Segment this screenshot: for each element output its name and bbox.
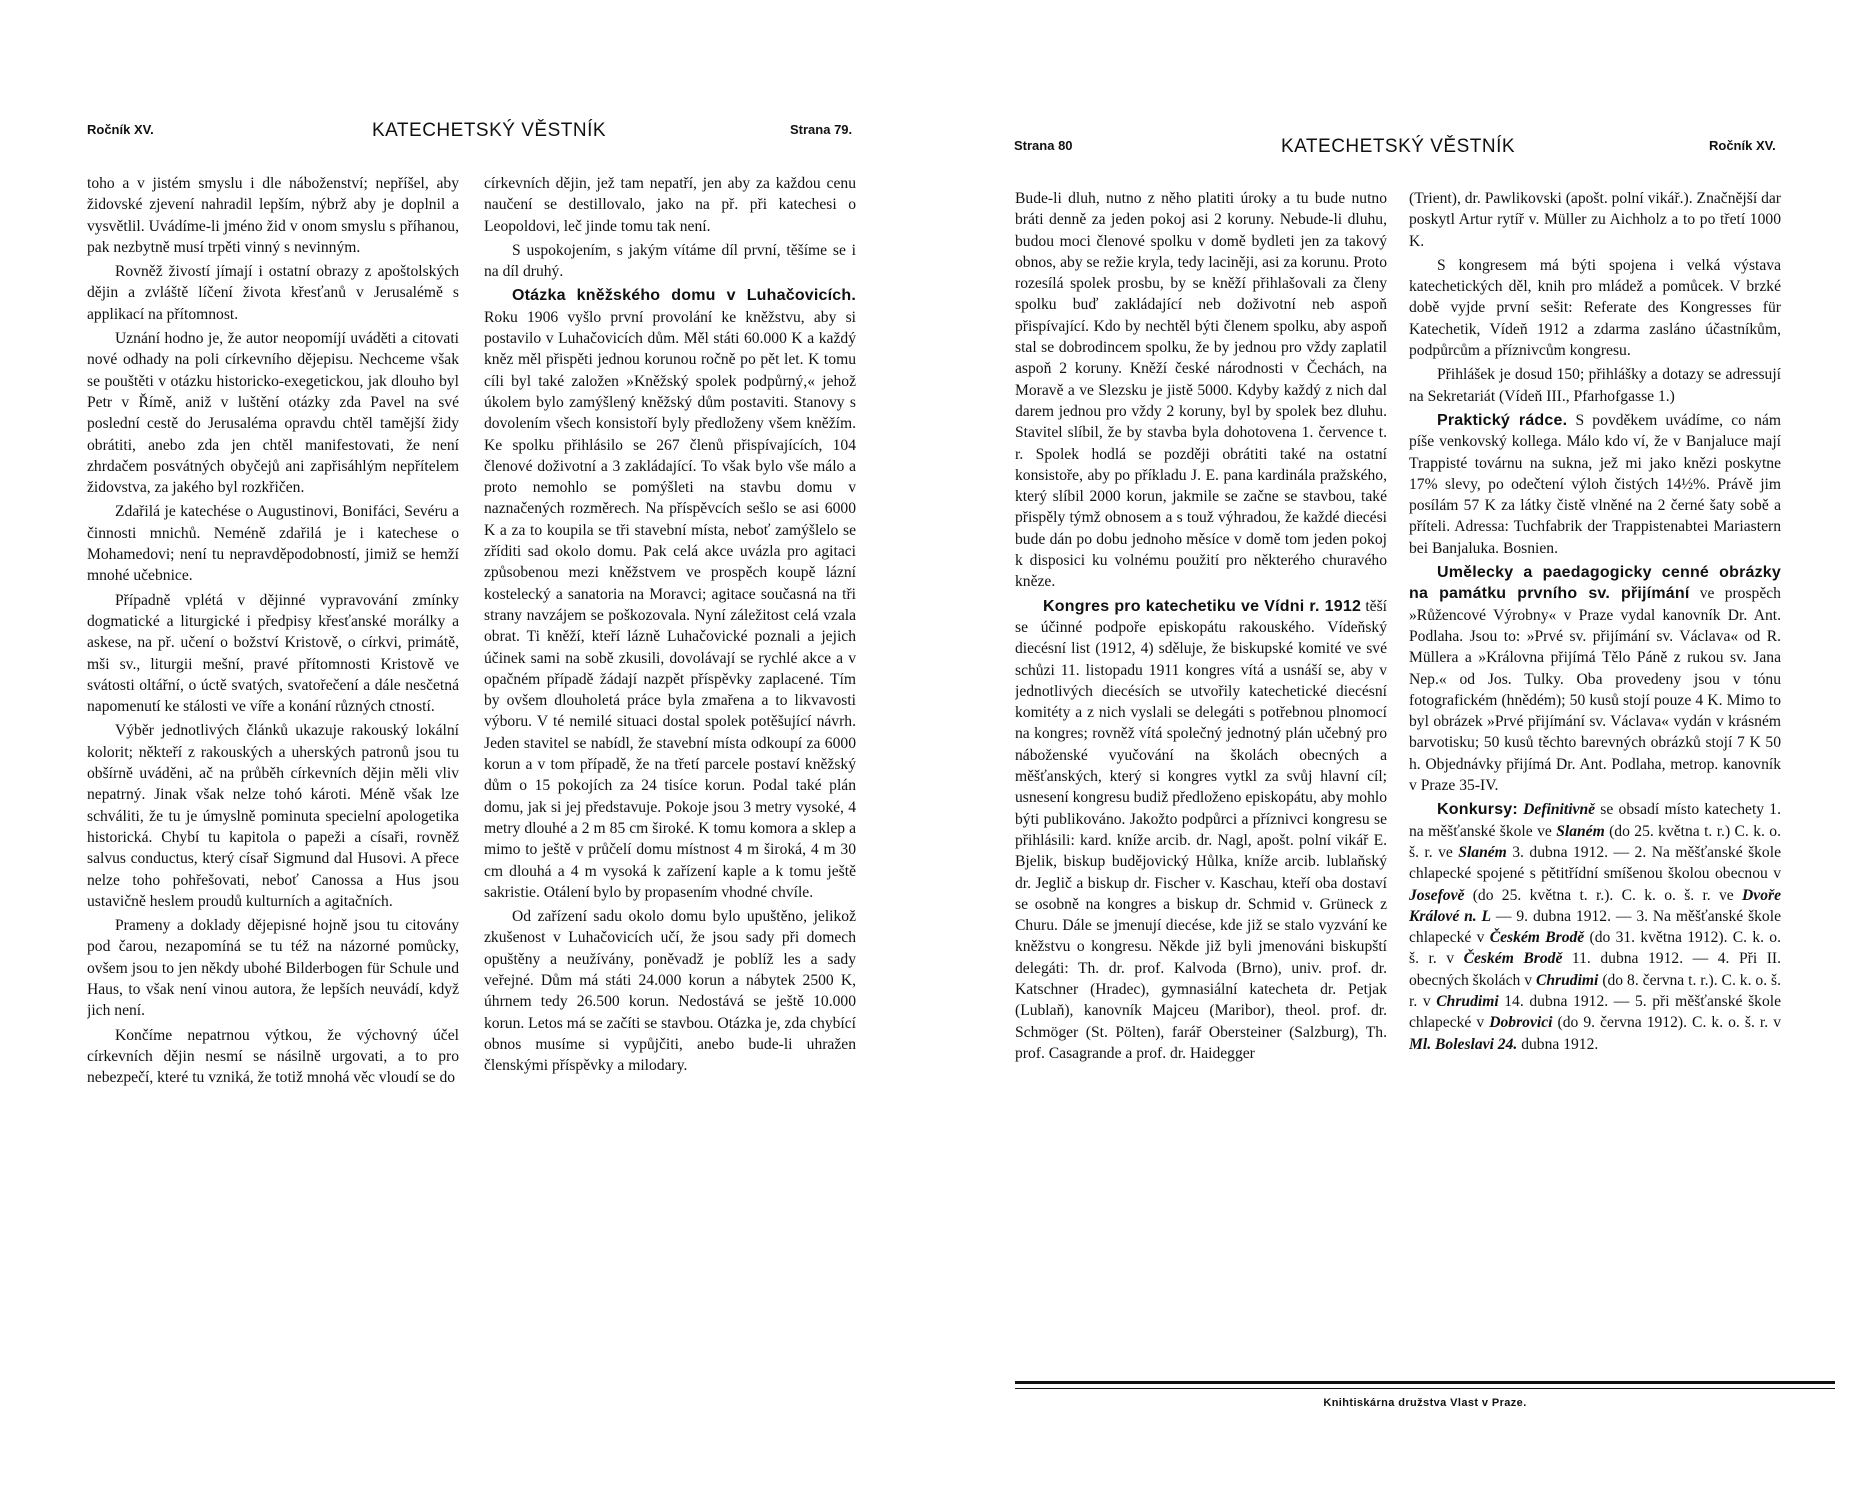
paragraph <box>484 173 856 237</box>
place-name: Českém Brodě <box>1463 950 1563 968</box>
text-run: (do 25. května t. r.) C. k. o. š. r. ve <box>1409 822 1781 861</box>
paragraph <box>484 906 856 1076</box>
place-name: Ml. Boleslavi 24. <box>1409 1035 1518 1053</box>
page-right <box>929 0 1858 1501</box>
place-name: Českém Brodě <box>1489 929 1585 947</box>
paragraph-text: (Trient), dr. Pawlikovski (apošt. polní vikář.). Značnější dar poskytl Artur rytíř v. Müller zu Aichholz a to po třetí 1000 K. <box>1409 190 1781 250</box>
paragraph <box>1409 255 1781 361</box>
header-page-number: Strana 80 <box>1014 138 1073 153</box>
place-name: Slaném <box>1458 843 1507 861</box>
printer-imprint: Knihtiskárna družstva Vlast v Praze. <box>1323 1397 1527 1409</box>
text-run: se obsadí místo katechety 1. na měšťanské škole ve <box>1409 801 1781 840</box>
header-title: KATECHETSKÝ VĚSTNÍK <box>372 120 607 141</box>
paragraph-text: ve prospěch »Růžencové Výrobny« v Praze vydal kanovník Dr. Ant. Podlaha. Jsou to: »Prvé sv. přijímání sv. Václava« od R. Müllera a »Královna přijímá Tělo Páně z rukou sv. Jana Nep.« od Jos. Tulky. Oba provedeny jsou v tónu fotografickém (hnědém); 50 kusů stojí pouze 4 K. Mimo to byl obrázek »Prvé přijímání sv. Václava« vydán v krásném barvotisku; 50 kusů těchto barevných obrázků stojí 7 K 50 h. Objednávky přijímá Dr. Ant. Podlaha, metrop. kanovník v Praze 35-IV. <box>1409 585 1781 795</box>
text-run: dubna 1912. <box>1517 1035 1599 1053</box>
paragraph <box>1409 410 1781 559</box>
paragraph: Prameny a doklady dějepisné hojně jsou tu citovány pod čarou, nezapomíná se tu též na názorné pomůcky, ovšem jsou to jen někdy ubohé Bilderbogen für Schule und Haus, to však není vinou autora, že lepších neuvádí, když jich není. <box>87 917 459 1020</box>
right-column-2 <box>1409 188 1781 1373</box>
place-name: Chrudimi <box>1436 992 1499 1010</box>
text-run: 11. dubna 1912. — 4. Při II. obecných školách v <box>1409 950 1781 989</box>
footer-rule-thin <box>1015 1388 1835 1389</box>
paragraph <box>1409 799 1781 1055</box>
paragraph-text: S povděkem uvádíme, co nám píše venkovský kollega. Málo kdo ví, že v Banjaluce mají Trappisté továrnu na sukna, jež mi jako knězi poskytne 17% slevy, po odečtení výloh čistých 14½%. Právě jim posílám 57 K za látky čistě vlněné na 2 černé šaty sobě a příteli. Adressa: Tuchfabrik der Trappistenabtei Mariastern bei Banjaluka. Bosnien. <box>1409 411 1781 557</box>
paragraph-text: Od zařízení sadu okolo domu bylo upuštěno, jelikož zkušenost v Luhačovicích učí, že jsou sady při domech opuštěny a neužívány, poněvadž je poblíž les a sady veřejné. Dům má státi 24.000 korun a nábytek 2500 K, úhrnem tedy 26.500 korun. Nedostává se ještě 10.000 korun. Letos má se začíti se stavbou. Otázka je, zda chybící obnos musíme si vypůjčiti, anebo bude-li uhražen členskými příspěvky a milodary. <box>484 908 856 1075</box>
header-title: KATECHETSKÝ VĚSTNÍK <box>1281 136 1516 157</box>
paragraph <box>1015 188 1387 593</box>
section-heading: Umělecky a paedagogicky cenné obrázky na památku prvního sv. přijímání <box>1409 564 1781 603</box>
paragraph-text: S uspokojením, s jakým vítáme díl první, těšíme se i na díl druhý. <box>484 241 856 281</box>
left-column-2 <box>484 173 856 1388</box>
paragraph: Rovněž živostí jímají i ostatní obrazy z apoštolských dějin a zvláště líčení života křesťanů v Jerusalémě s applikací na přítomnost. <box>87 263 459 323</box>
place-name: Josefově <box>1409 886 1465 904</box>
text-run: — 9. dubna 1912. — 3. Na měšťanské škole chlapecké v <box>1409 907 1781 947</box>
paragraph: Uznání hodno je, že autor neopomíjí uváděti a citovati nové odhady na poli církevního dějepisu. Nechceme však se pouštěti v otázku historicko-exegetickou, jak dlouho byl Petr v Římě, aniž v luštění otázky zda Pavel na své poslední cestě do Jerusaléma opravdu chtěl tamější židy obrátiti, anebo zda jen chtěl manifestovati, že není zhrdačem posvátných obyčejů ani zapřisáhlým nepřítelem židovstva, za jakého byl rozkřičen. <box>87 330 459 497</box>
left-column-1 <box>87 173 459 1388</box>
paragraph <box>1409 188 1781 252</box>
paragraph-text: S kongresem má býti spojena i velká výstava katechetických děl, knih pro mládež a pomůcek. V brzké době vyjde první sešit: Referate des Kongresses für Katechetik, Vídeň 1912 a zdarma zasláno účastníkům, podpůrcům a příznivcům kongresu. <box>1409 256 1781 360</box>
section-heading: Praktický rádce. <box>1437 411 1568 429</box>
place-name: Dobrovici <box>1489 1014 1553 1032</box>
section-heading: Otázka kněžského domu v Luhačovicích. <box>512 287 856 305</box>
footer-rule-thick <box>1015 1381 1835 1384</box>
text-run: 3. dubna 1912. — 2. Na měšťanské škole chlapecké spojené s pětitřídní smíšenou školou obecnou v <box>1409 843 1781 883</box>
header-volume: Ročník XV. <box>87 122 154 137</box>
right-column-1 <box>1015 188 1387 1373</box>
text-run: (do 25. května t. r.). C. k. o. š. r. ve <box>1464 886 1743 904</box>
paragraph <box>1409 364 1781 407</box>
text-run: (do 31. května 1912). C. k. o. š. r. v <box>1409 929 1781 968</box>
section-heading: Kongres pro katechetiku ve Vídni r. 1912 <box>1043 597 1362 615</box>
section-heading: Konkursy: <box>1437 801 1518 819</box>
place-name: Dvoře Králové n. L <box>1409 886 1781 925</box>
paragraph: toho a v jistém smyslu i dle náboženství; nepříšel, aby židovské zjevení nahradil lepším, nýbrž aby je doplnil a vysvětlil. Uvádíme-li jméno žid v onom smyslu s příhanou, pak nezbytně musí trpěti vinný s nevinným. <box>87 175 459 256</box>
text-run: (do 8. června t. r.). C. k. o. š. r. v <box>1409 971 1781 1010</box>
paragraph <box>1015 596 1387 1065</box>
text-run: (do 9. června 1912). C. k. o. š. r. v <box>1552 1014 1781 1032</box>
paragraph <box>1409 562 1781 796</box>
header-page-number: Strana 79. <box>790 122 853 137</box>
paragraph-text: Přihlášek je dosud 150; přihlášky a dotazy se adressují na Sekretariát (Vídeň III., Pfarhofgasse 1.) <box>1409 366 1781 405</box>
place-name: Definitivně <box>1523 801 1596 819</box>
paragraph <box>484 240 856 283</box>
paragraph-text: církevních dějin, jež tam nepatří, jen aby za každou cenu naučení se destillovalo, jako na př. při katechesi o Leopoldovi, leč jinde tomu tak není. <box>484 175 856 235</box>
place-name: Chrudimi <box>1535 971 1599 989</box>
paragraph: Případně vplétá v dějinné vypravování zmínky dogmatické a liturgické i předpisy křesťanské morálky a askese, na př. učení o božství Kristově, o církvi, primátě, mši sv., liturgii mešní, pravé přítomnosti Kristově ve svátosti oltářní, o úctě svatých, svatořečení a dále nesčetná napomenutí ke stálosti ve víře a konání různých ctností. <box>87 591 459 716</box>
header-volume: Ročník XV. <box>1709 138 1776 153</box>
place-name: Slaném <box>1556 822 1605 840</box>
paragraph <box>484 285 856 903</box>
paragraph: Zdařilá je katechése o Augustinovi, Bonifáci, Sevéru a činnosti mnichů. Neméně zdařilá je i katechese o Mohamedovi; není tu nepravděpodobností, jimiž se hemží mnohé učebnice. <box>87 503 459 585</box>
text-run: 14. dubna 1912. — 5. při měšťanské škole chlapecké v <box>1409 992 1781 1032</box>
paragraph-text: těší se účinné podpoře episkopátu rakouského. Vídeňský diecésní list (1912, 4) sděluje, že biskupské komité ve své schůzi 11. listopadu 1911 kongres vítá a usnáší se, aby v jednotlivých diecésích se utvořily katechetické diecésní komitéty a z nich vyslali se delegáti s potřebnou plnomocí na kongres; rovněž vítá společný jednotný plán učebný pro náboženské vyučování na školách obecných a měšťanských, který si kongres vytkl za svůj hlavní cíl; usnesení kongresu budiž předloženo episkopátu, aby mohlo býti publikováno. Jakožto podpůrci a příznivci kongresu se přihlásili: kard. kníže arcib. dr. Nagl, apošt. polní vikář E. Bjelik, biskup budějovický Hůlka, kníže arcib. lublaňský dr. Jeglič a biskup dr. Fischer v. Kaschau, kteří oba dostaví se osobně na kongres a biskup dr. Schmid v. Grüneck z Churu. Dále se jmenují diecése, kde již se stalo vyzvání ke kněžstvu o kongresu. Někde již byli jmenováni biskupští delegáti: Th. dr. prof. Kalvoda (Brno), univ. prof. dr. Katschner (Hradec), gymnasiální katecheta dr. Petjak (Lublaň), kanovník Majceu (Maribor), theol. prof. dr. Schmöger (St. Pölten), farář Obersteiner (Salzburg), Th. prof. Casagrande a prof. dr. Haidegger <box>1015 597 1387 1062</box>
paragraph: Výběr jednotlivých článků ukazuje rakouský lokální kolorit; někteří z rakouských a uherských patronů jsou tu obšírně uváděni, ač na průběh církevních dějin měli vliv nepatrný. Jinak však nelze tohó károti. Méně však lze schváliti, že tu je úmyslně pominuta specielní apologetika historická. Chybí tu kapitola o papeži a císaři, rovněž salvus conductus, který císař Sigmund dal Husovi. A přece nelze toho pohřešovati, neboť Canossa a Hus jsou ustavičně heslem proudů kulturních a agitačních. <box>87 722 459 910</box>
paragraph: Končíme nepatrnou výtkou, že výchovný účel církevních dějin nesmí se násilně urgovati, a to pro nebezpečí, které tu vzniká, že totiž mnohá věc vloudí se do <box>87 1026 459 1087</box>
paragraph-text: Roku 1906 vyšlo první provolání ke kněžstvu, aby si postavilo v Luhačovicích dům. Měl státi 60.000 K a každý kněz měl přispěti jednou korunou ročně po pět let. K tomu cíli byl také založen »Kněžský spolek podpůrný,« jehož úkolem bylo zamýšlený kněžský dům postaviti. Stanovy s dovolením všech konsistoří byly předloženy všem kněžím. Ke spolku přihlásilo se 267 členů přispívajících, 104 členové doživotní a 3 zakládající. To však bylo vše málo a proto nemohlo se pomýšleti na stavbu domu v naznačených rozměrech. Na příspěvcích sešlo se asi 6000 K a za to koupila se tři stavební místa, neboť zamýšlelo se zříditi sad okolo domu. Pak celá akce uvázla pro agitaci způsobenou mezi kněžstvem ve prospěch koupě lázní kostelecký a sanatoria na Moravci; agitace současná na tři strany navzájem se poškozovala. Nyní záležitost celá vzala obrat. Ti kněží, kteří lázně Luhačovické poznali a jejich účinek sami na sobě zkusili, dovolávají se rychlé akce a v opačném případě žádají nazpět příspěvky zaplacené. Tím by ovšem dlouholetá práce byla zmařena a to likvavosti výboru. V té nemilé situaci dostal spolek potěšující návrh. Jeden stavitel se nabídl, že stavební místa odkoupí za 6000 korun a v tom případě, že na třetí parcele postaví kněžský dům o 15 pokojích za 24 tisíce korun. Podal také plán domu, jak si jej představuje. Pokoje jsou 3 metry vysoké, 4 metry dlouhé a 2 m 85 cm široké. K tomu komora a sklep a mimo to ještě v průčelí domu místnost 4 m široká, 4 m 30 cm dlouhá a 4 m vysoká k zařízení kaple a k tomu ještě sakristie. Otálení bylo by propasením vhodné chvíle. <box>484 308 856 901</box>
paragraph-text: Bude-li dluh, nutno z něho platiti úroky a tu bude nutno bráti denně za jeden pokoj asi 2 koruny. Nebude-li dluhu, budou moci členové spolku v domě bydleti jen za takový obnos, aby se režie kryla, tedy laciněji, asi za korunu. Proto rozesílá spolek prosbu, by se kněží přihlašovali za členy spolku buď zakládající neb doživotní neb aspoň přispívající. Kdo by nechtěl býti členem spolku, aby aspoň stal se dobrodincem spolku, že by jednou pro vždy zaplatil aspoň 2 koruny. Kněží české národnosti v Čechách, na Moravě a ve Slezsku je jistě 5000. Kdyby každý z nich dal darem jednou pro vždy 2 koruny, byl by spolek bez dluhu. Stavitel slíbil, že by stavba byla dohotovena 1. července t. r. Spolek hodlá se později obrátiti také na ostatní konsistoře, aby po příkladu J. E. pana kardinála pražského, který slíbil 2000 korun, jakmile se začne se stavbou, také přispěly týmž obnosem a s touž výhradou, že každé diecési bude dán po dobu jednoho měsíce v domě tom jeden pokoj k disposici ku volnému použití pro některého churavého kněze. <box>1015 190 1387 591</box>
